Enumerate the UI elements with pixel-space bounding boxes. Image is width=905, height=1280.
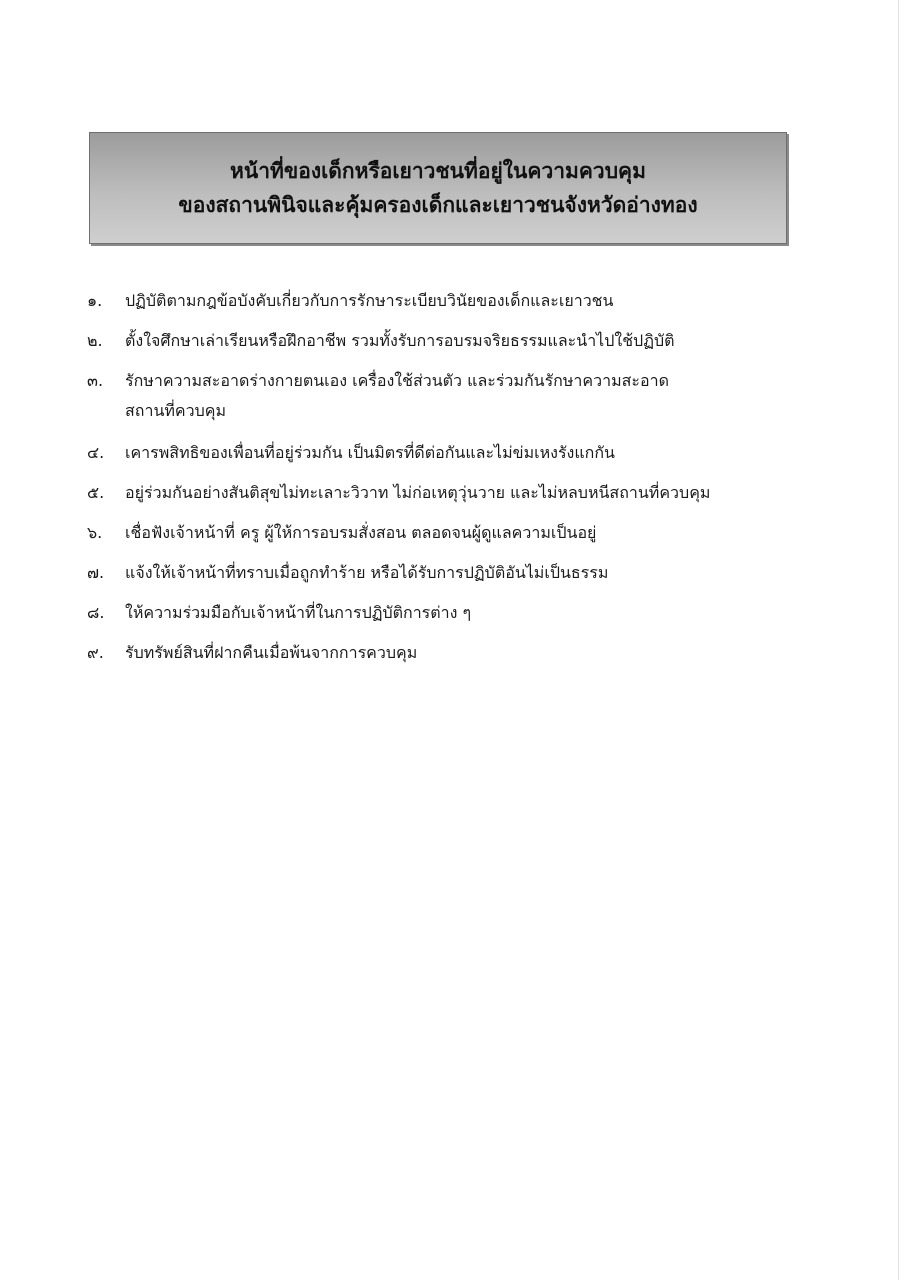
page-edge: [898, 0, 899, 1280]
duty-item-5: [87, 478, 847, 508]
duty-item-1: [87, 286, 847, 316]
duty-text-line: สถานที่ควบคุม: [125, 401, 227, 420]
duty-list: [87, 286, 847, 678]
duty-number: ๑.: [87, 291, 103, 310]
duty-number: ๖.: [87, 523, 103, 542]
duty-item-8: [87, 598, 847, 628]
duty-text: ให้ความร่วมมือกับเจ้าหน้าที่ในการปฏิบัติการต่าง ๆ: [125, 603, 472, 622]
duty-text: [125, 366, 847, 426]
duty-number: ๓.: [87, 371, 104, 390]
title-line-2: ของสถานพินิจและคุ้มครองเด็กและเยาวชนจังหวัดอ่างทอง: [178, 193, 698, 217]
duty-number: ๙.: [87, 643, 104, 662]
duty-item-4: [87, 438, 847, 468]
duty-item-7: [87, 558, 847, 588]
duty-item-9: [87, 638, 847, 668]
duty-text: ตั้งใจศึกษาเล่าเรียนหรือฝึกอาชีพ รวมทั้งรับการอบรมจริยธรรมและนำไปใช้ปฏิบัติ: [125, 331, 675, 350]
duty-text: ปฏิบัติตามกฎข้อบังคับเกี่ยวกับการรักษาระเบียบวินัยของเด็กและเยาวชน: [125, 291, 614, 310]
duty-item-2: [87, 326, 847, 356]
duty-item-3: [87, 366, 847, 426]
duty-text: เคารพสิทธิของเพื่อนที่อยู่ร่วมกัน เป็นมิตรที่ดีต่อกันและไม่ข่มเหงรังแกกัน: [125, 443, 615, 462]
duty-text: อยู่ร่วมกันอย่างสันติสุขไม่ทะเลาะวิวาท ไม่ก่อเหตุวุ่นวาย และไม่หลบหนีสถานที่ควบคุม: [125, 483, 711, 502]
title-line-1: หน้าที่ของเด็กหรือเยาวชนที่อยู่ในความควบคุม: [230, 159, 646, 183]
duty-text: รับทรัพย์สินที่ฝากคืนเมื่อพ้นจากการควบคุม: [125, 643, 418, 662]
duty-text: แจ้งให้เจ้าหน้าที่ทราบเมื่อถูกทำร้าย หรือได้รับการปฏิบัติอันไม่เป็นธรรม: [125, 563, 609, 582]
duty-number: ๘.: [87, 603, 105, 622]
duty-number: ๗.: [87, 563, 105, 582]
duty-item-6: [87, 518, 847, 548]
duty-text-line: รักษาความสะอาดร่างกายตนเอง เครื่องใช้ส่วนตัว และร่วมกันรักษาความสะอาด: [125, 371, 669, 390]
title-box: [89, 132, 787, 244]
duty-number: ๕.: [87, 483, 105, 502]
duty-number: ๒.: [87, 331, 103, 350]
duty-text: เชื่อฟังเจ้าหน้าที่ ครู ผู้ให้การอบรมสั่งสอน ตลอดจนผู้ดูแลความเป็นอยู่: [125, 523, 597, 542]
duty-number: ๔.: [87, 443, 105, 462]
